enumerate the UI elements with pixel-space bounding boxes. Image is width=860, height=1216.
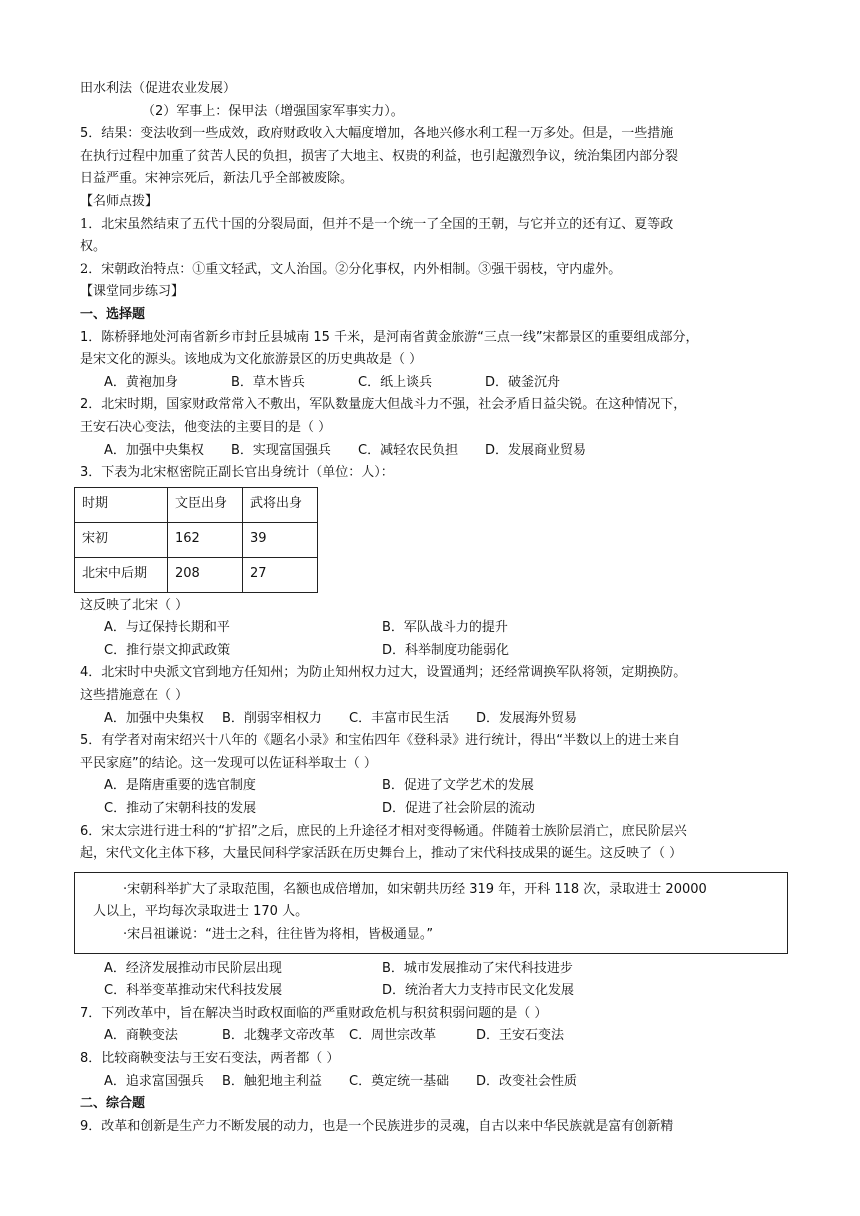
option: B．促进了文学艺术的发展 — [382, 778, 534, 794]
material-box — [74, 872, 788, 954]
option: D．王安石变法 — [476, 1028, 565, 1044]
option: A．经济发展推动市民阶层出现 — [104, 960, 282, 976]
option: B．军队战斗力的提升 — [382, 620, 508, 636]
question-text: 6．宋太宗进行进士科的“扩招”之后，庶民的上升途径才相对变得畅通。伴随着士族阶层消亡，庶民阶层兴 — [80, 823, 687, 839]
option: A．加强中央集权 — [104, 710, 204, 726]
table-header-cell: 时期 — [75, 487, 168, 522]
option: A．加强中央集权 — [104, 442, 204, 458]
question-text: 平民家庭”的结论。这一发现可以佐证科举取士（ ） — [80, 755, 377, 771]
table-cell: 39 — [243, 522, 318, 557]
option: D．发展商业贸易 — [485, 442, 587, 458]
statistics-table — [74, 487, 318, 593]
options-row — [80, 617, 785, 640]
text-line: 在执行过程中加重了贫苦人民的负担，损害了大地主、权贵的利益，也引起激烈争议，统治集团内部分裂 — [80, 148, 679, 164]
options-row — [80, 640, 785, 663]
table-cell: 北宋中后期 — [75, 557, 168, 592]
document-page — [80, 78, 785, 1138]
question-2 — [80, 394, 785, 462]
question-7 — [80, 1003, 785, 1048]
question-6 — [80, 821, 785, 1003]
tip-line: 1．北宋虽然结束了五代十国的分裂局面，但并不是一个统一了全国的王朝，与它并立的还有辽、夏等政 — [80, 216, 674, 232]
option: C．科举变革推动宋代科技发展 — [104, 983, 283, 999]
question-text: 这反映了北宋（ ） — [80, 597, 189, 613]
option: A．与辽保持长期和平 — [104, 620, 230, 636]
option: C．减轻农民负担 — [358, 442, 459, 458]
option: B．城市发展推动了宋代科技进步 — [382, 960, 573, 976]
table-header-row — [75, 487, 318, 522]
tip-line: 权。 — [80, 239, 107, 255]
options-row — [80, 775, 785, 798]
option: C．推行崇文抑武政策 — [104, 642, 231, 658]
question-text: 5．有学者对南宋绍兴十八年的《题名小录》和宝佑四年《登科录》进行统计，得出“半数以上的进士来自 — [80, 733, 681, 749]
question-text: 王安石决心变法，他变法的主要目的是（ ） — [80, 419, 332, 435]
option: B．草木皆兵 — [231, 374, 305, 390]
option: A．黄袍加身 — [104, 374, 178, 390]
option: B．触犯地主利益 — [222, 1073, 322, 1089]
option: B．实现富国强兵 — [231, 442, 331, 458]
table-header-cell: 武将出身 — [243, 487, 318, 522]
option: D．破釜沉舟 — [485, 374, 561, 390]
options-row — [80, 372, 785, 395]
table-header-cell: 文臣出身 — [168, 487, 243, 522]
options-row — [80, 708, 785, 731]
material-text: ·宋朝科举扩大了录取范围，名额也成倍增加，如宋朝共历经 319 年，开科 118 次，录取进士 20000 — [123, 881, 707, 897]
options-row — [80, 798, 785, 821]
table-row — [75, 557, 318, 592]
text-line: （2）军事上：保甲法（增强国家军事实力）。 — [142, 103, 404, 119]
question-text: 2．北宋时期，国家财政常常入不敷出，军队数量庞大但战斗力不强，社会矛盾日益尖锐。在这种情况下， — [80, 397, 687, 413]
options-row — [80, 1025, 785, 1048]
question-text: 是宋文化的源头。该地成为文化旅游景区的历史典故是（ ） — [80, 352, 423, 368]
question-text: 起，宋代文化主体下移，大量民间科学家活跃在历史舞台上，推动了宋代科技成果的诞生。这反映了（ ） — [80, 846, 683, 862]
question-3 — [80, 462, 785, 662]
option: D．促进了社会阶层的流动 — [382, 801, 536, 817]
material-text: ·宋吕祖谦说：“进士之科，往往皆为将相，皆极通显。” — [123, 927, 434, 942]
options-row — [80, 980, 785, 1003]
section-heading: 二、综合题 — [80, 1096, 146, 1112]
option: C．推动了宋朝科技的发展 — [104, 801, 257, 817]
table-row — [75, 522, 318, 557]
material-text: 人以上，平均每次录取进士 170 人。 — [93, 904, 309, 920]
question-9: 9．改革和创新是生产力不断发展的动力，也是一个民族进步的灵魂，自古以来中华民族就是富有创新精 — [80, 1118, 674, 1134]
option: D．发展海外贸易 — [476, 710, 578, 726]
section-heading: 一、选择题 — [80, 306, 146, 322]
option: C．纸上谈兵 — [358, 374, 433, 390]
option: A．是隋唐重要的选官制度 — [104, 778, 256, 794]
option: B．北魏孝文帝改革 — [222, 1028, 335, 1044]
option: B．削弱宰相权力 — [222, 710, 322, 726]
tip-line: 2．宋朝政治特点：①重文轻武，文人治国。②分化事权，内外相制。③强干弱枝，守内虚外。 — [80, 261, 622, 277]
option: D．改变社会性质 — [476, 1073, 578, 1089]
text-line: 田水利法（促进农业发展） — [80, 81, 237, 96]
question-text: 这些措施意在（ ） — [80, 688, 189, 704]
practice-header: 【课堂同步练习】 — [80, 284, 185, 300]
option: C．丰富市民生活 — [349, 710, 450, 726]
question-text: 3．下表为北宋枢密院正副长官出身统计（单位：人）： — [80, 465, 394, 481]
option: C．奠定统一基础 — [349, 1073, 450, 1089]
table-cell: 162 — [168, 522, 243, 557]
table-cell: 宋初 — [75, 522, 168, 557]
question-8 — [80, 1048, 785, 1093]
question-1 — [80, 327, 785, 395]
question-5 — [80, 730, 785, 820]
text-line: 5．结果：变法收到一些成效，政府财政收入大幅度增加，各地兴修水利工程一万多处。但是，一些措施 — [80, 126, 674, 142]
table-cell: 27 — [243, 557, 318, 592]
option: D．科举制度功能弱化 — [382, 642, 510, 658]
question-text: 7．下列改革中，旨在解决当时政权面临的严重财政危机与积贫积弱问题的是（ ） — [80, 1005, 548, 1021]
option: D．统治者大力支持市民文化发展 — [382, 983, 575, 999]
text-line: 日益严重。宋神宗死后，新法几乎全部被废除。 — [80, 171, 354, 187]
tips-header: 【名师点拨】 — [80, 193, 159, 209]
question-text: 1．陈桥驿地处河南省新乡市封丘县城南 15 千米，是河南省黄金旅游“三点一线”宋都景区的重要组成部分， — [80, 329, 699, 345]
question-text: 4．北宋时中央派文官到地方任知州；为防止知州权力过大，设置通判；还经常调换军队将领，定期换防。 — [80, 665, 687, 681]
option: A．商鞅变法 — [104, 1028, 178, 1044]
option: C．周世宗改革 — [349, 1028, 437, 1044]
options-row — [80, 440, 785, 463]
option: A．追求富国强兵 — [104, 1073, 204, 1089]
question-text: 8．比较商鞅变法与王安石变法，两者都（ ） — [80, 1050, 340, 1066]
options-row — [80, 1071, 785, 1094]
question-4 — [80, 662, 785, 730]
table-cell: 208 — [168, 557, 243, 592]
options-row — [80, 958, 785, 981]
